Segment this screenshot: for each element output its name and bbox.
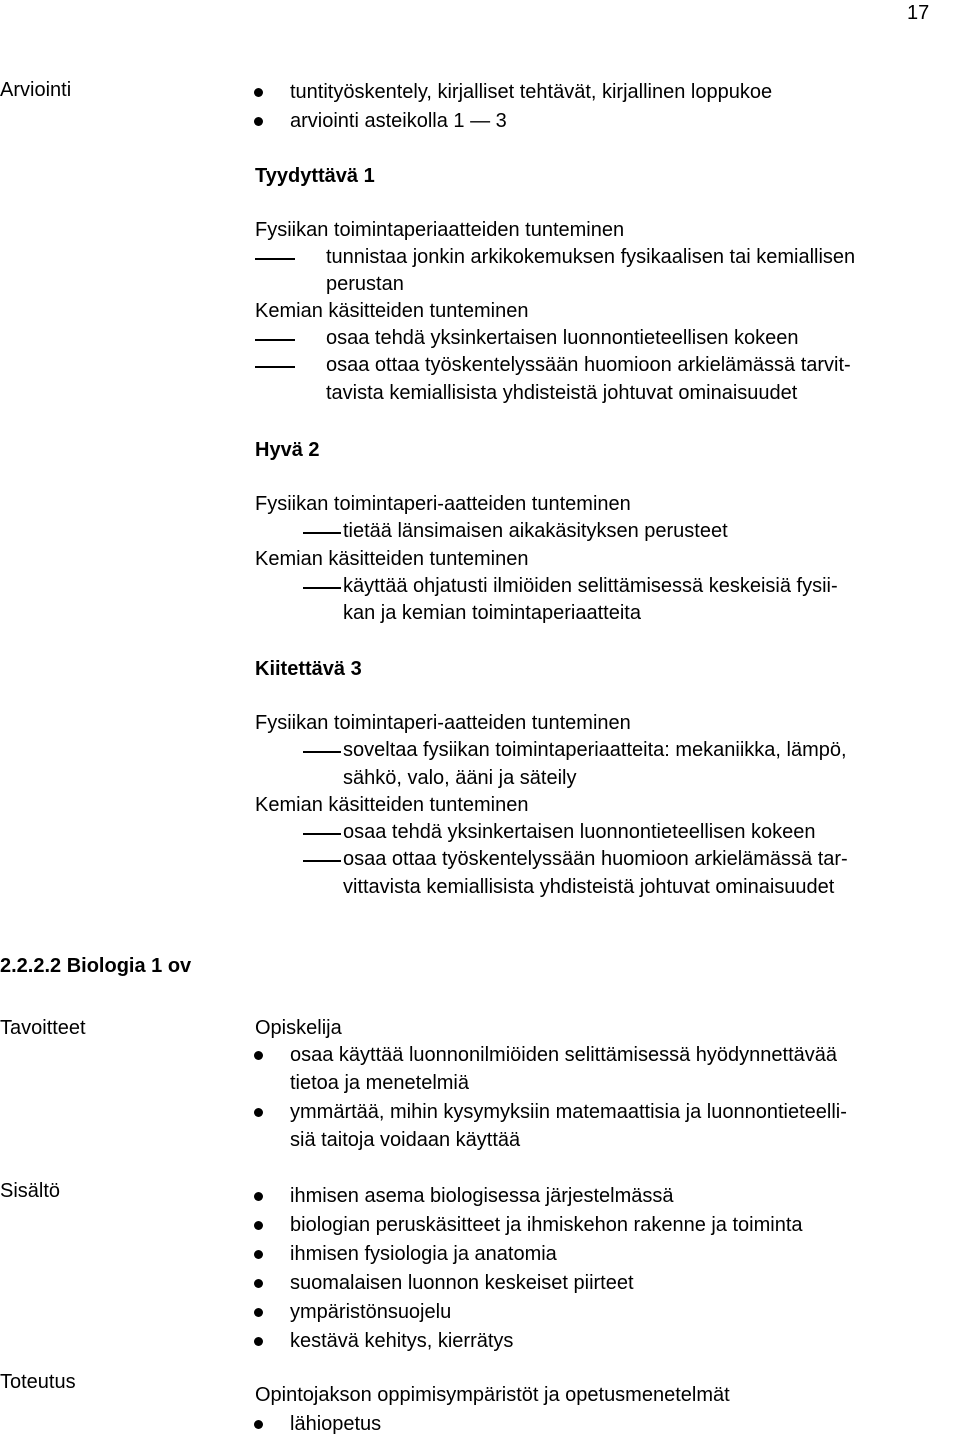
tavoitteet-bullet-2-line-2: siä taitoja voidaan käyttää (290, 1129, 521, 1151)
bullet-icon (254, 1250, 263, 1259)
kiitettava-kemia-item-1: osaa tehdä yksinkertaisen luonnontieteellisen kokeen (343, 821, 816, 843)
hyva-kemia-heading: Kemian käsitteiden tunteminen (255, 548, 529, 570)
bullet-icon (254, 117, 263, 126)
bullet-icon (254, 1420, 263, 1429)
tyydyttava-heading: Tyydyttävä 1 (255, 165, 375, 187)
sisalto-bullet-4: suomalaisen luonnon keskeiset piirteet (290, 1272, 634, 1294)
tavoitteet-bullet-1-line-2: tietoa ja menetelmiä (290, 1072, 469, 1094)
arviointi-bullet-1: tuntityöskentely, kirjalliset tehtävät, kirjallinen loppukoe (290, 81, 773, 103)
kiitettava-fysiikka-item-1-line-1: soveltaa fysiikan toimintaperiaatteita: mekaniikka, lämpö, (343, 739, 847, 761)
tyydyttava-fysiikka-item-1-line-2: perustan (326, 273, 404, 295)
bullet-icon (254, 1192, 263, 1201)
hyva-fysiikka-item-1: tietää länsimaisen aikakäsityksen perusteet (343, 520, 728, 542)
bullet-icon (254, 1337, 263, 1346)
tyydyttava-kemia-item-1: osaa tehdä yksinkertaisen luonnontieteellisen kokeen (326, 327, 799, 349)
tyydyttava-kemia-item-2-line-1: osaa ottaa työskentelyssään huomioon arkielämässä tarvit- (326, 354, 851, 376)
sisalto-bullet-3: ihmisen fysiologia ja anatomia (290, 1243, 557, 1265)
sisalto-bullet-2: biologian peruskäsitteet ja ihmiskehon rakenne ja toiminta (290, 1214, 803, 1236)
tyydyttava-kemia-heading: Kemian käsitteiden tunteminen (255, 300, 529, 322)
sisalto-label: Sisältö (0, 1180, 61, 1202)
tyydyttava-kemia-item-2-line-2: tavista kemiallisista yhdisteistä johtuvat ominaisuudet (326, 382, 798, 404)
tyydyttava-fysiikka-item-1-line-1: tunnistaa jonkin arkikokemuksen fysikaalisen tai kemiallisen (326, 246, 856, 268)
dash-icon (303, 751, 341, 753)
tavoitteet-label: Tavoitteet (0, 1017, 86, 1039)
kiitettava-heading: Kiitettävä 3 (255, 658, 362, 680)
dash-icon (303, 587, 341, 589)
arviointi-bullet-2: arviointi asteikolla 1 — 3 (290, 110, 507, 132)
kiitettava-kemia-item-2-line-2: vittavista kemiallisista yhdisteistä johtuvat ominaisuudet (343, 876, 835, 898)
sisalto-bullet-6: kestävä kehitys, kierrätys (290, 1330, 514, 1352)
tavoitteet-intro: Opiskelija (255, 1017, 342, 1039)
hyva-kemia-item-1-line-2: kan ja kemian toimintaperiaatteita (343, 602, 641, 624)
hyva-fysiikka-heading: Fysiikan toimintaperi-aatteiden tunteminen (255, 493, 631, 515)
kiitettava-kemia-heading: Kemian käsitteiden tunteminen (255, 794, 529, 816)
dash-icon (303, 532, 341, 534)
kiitettava-fysiikka-heading: Fysiikan toimintaperi-aatteiden tunteminen (255, 712, 631, 734)
arviointi-label: Arviointi (0, 79, 72, 101)
dash-icon (255, 366, 295, 368)
dash-icon (303, 860, 341, 862)
sisalto-bullet-1: ihmisen asema biologisessa järjestelmässä (290, 1185, 674, 1207)
bullet-icon (254, 88, 263, 97)
tavoitteet-bullet-1-line-1: osaa käyttää luonnonilmiöiden selittämisessä hyödynnettävää (290, 1044, 838, 1066)
bullet-icon (254, 1051, 263, 1060)
bullet-icon (254, 1221, 263, 1230)
hyva-heading: Hyvä 2 (255, 439, 320, 461)
dash-icon (303, 833, 341, 835)
toteutus-label: Toteutus (0, 1371, 76, 1393)
tavoitteet-bullet-2-line-1: ymmärtää, mihin kysymyksiin matemaattisia ja luonnontieteelli- (290, 1101, 847, 1123)
toteutus-intro: Opintojakson oppimisympäristöt ja opetusmenetelmät (255, 1384, 730, 1406)
page-number: 17 (907, 2, 930, 24)
bullet-icon (254, 1308, 263, 1317)
tyydyttava-fysiikka-heading: Fysiikan toimintaperiaatteiden tunteminen (255, 219, 625, 241)
hyva-kemia-item-1-line-1: käyttää ohjatusti ilmiöiden selittämisessä keskeisiä fysii- (343, 575, 838, 597)
bullet-icon (254, 1279, 263, 1288)
dash-icon (255, 258, 295, 260)
kiitettava-fysiikka-item-1-line-2: sähkö, valo, ääni ja säteily (343, 767, 577, 789)
bullet-icon (254, 1108, 263, 1117)
kiitettava-kemia-item-2-line-1: osaa ottaa työskentelyssään huomioon arkielämässä tar- (343, 848, 848, 870)
dash-icon (255, 339, 295, 341)
toteutus-bullet-1: lähiopetus (290, 1413, 382, 1435)
sisalto-bullet-5: ympäristönsuojelu (290, 1301, 452, 1323)
section-heading: 2.2.2.2 Biologia 1 ov (0, 955, 192, 977)
